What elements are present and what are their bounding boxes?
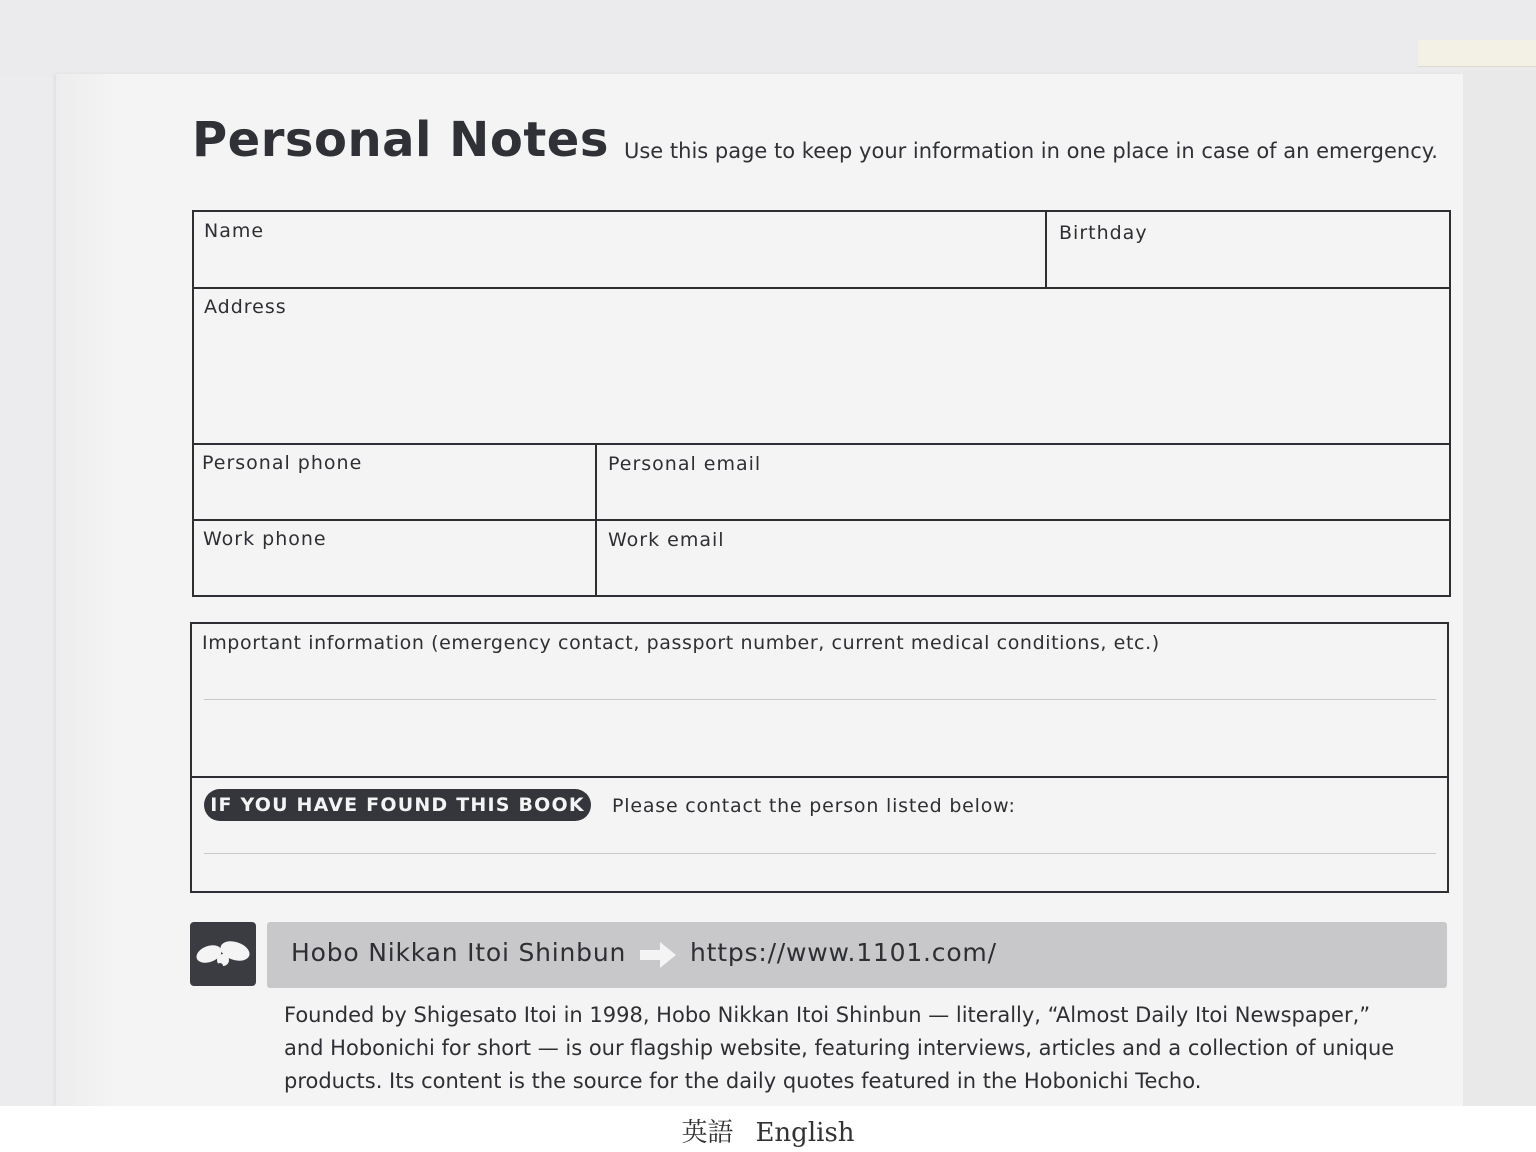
arrow-right-icon [638,940,678,970]
description-line: and Hobonichi for short — is our flagship website, featuring interviews, articles and a collection of unique [284,1036,1395,1060]
language-caption [0,1112,1536,1149]
page-title: Personal Notes [192,112,609,168]
bookmark-tab [1418,40,1536,67]
publisher-name: Hobo Nikkan Itoi Shinbun [291,938,627,967]
caption-english: English [755,1118,855,1148]
birthday-label: Birthday [1059,222,1148,244]
personal-phone-field[interactable] [194,445,594,518]
page-subtitle: Use this page to keep your information in one place in case of an emergency. [624,139,1438,163]
work-phone-field[interactable] [194,521,594,595]
work-email-label: Work email [608,529,725,551]
description-line: products. Its content is the source for the daily quotes featured in the Hobonichi Techo. [284,1069,1202,1093]
name-field[interactable] [194,212,1044,286]
found-book-badge: IF YOU HAVE FOUND THIS BOOK [204,789,591,821]
personal-email-field[interactable] [597,445,1449,518]
hobonichi-logo-icon [190,922,256,986]
page-edge [1462,70,1536,1110]
description-line: Founded by Shigesato Itoi in 1998, Hobo Nikkan Itoi Shinbun — literally, “Almost Daily Itoi Newspaper,” [284,1003,1371,1027]
publisher-description [284,999,1444,1098]
important-info-field[interactable] [192,624,1447,775]
caption-japanese: 英語 [681,1118,734,1148]
name-label: Name [204,220,265,242]
publisher-url[interactable]: https://www.1101.com/ [690,938,997,967]
important-info-label: Important information (emergency contact, passport number, current medical conditions, etc.) [202,632,1160,654]
page-gutter [56,74,118,1106]
personal-phone-label: Personal phone [202,452,363,474]
found-book-instruction: Please contact the person listed below: [612,795,1016,817]
birthday-field[interactable] [1047,212,1449,286]
work-phone-label: Work phone [203,528,327,550]
divider [190,776,1449,778]
found-contact-field[interactable] [192,826,1447,891]
work-email-field[interactable] [597,521,1449,595]
background [0,0,1536,78]
personal-email-label: Personal email [608,453,762,475]
address-field[interactable] [194,289,1449,442]
address-label: Address [204,296,287,318]
